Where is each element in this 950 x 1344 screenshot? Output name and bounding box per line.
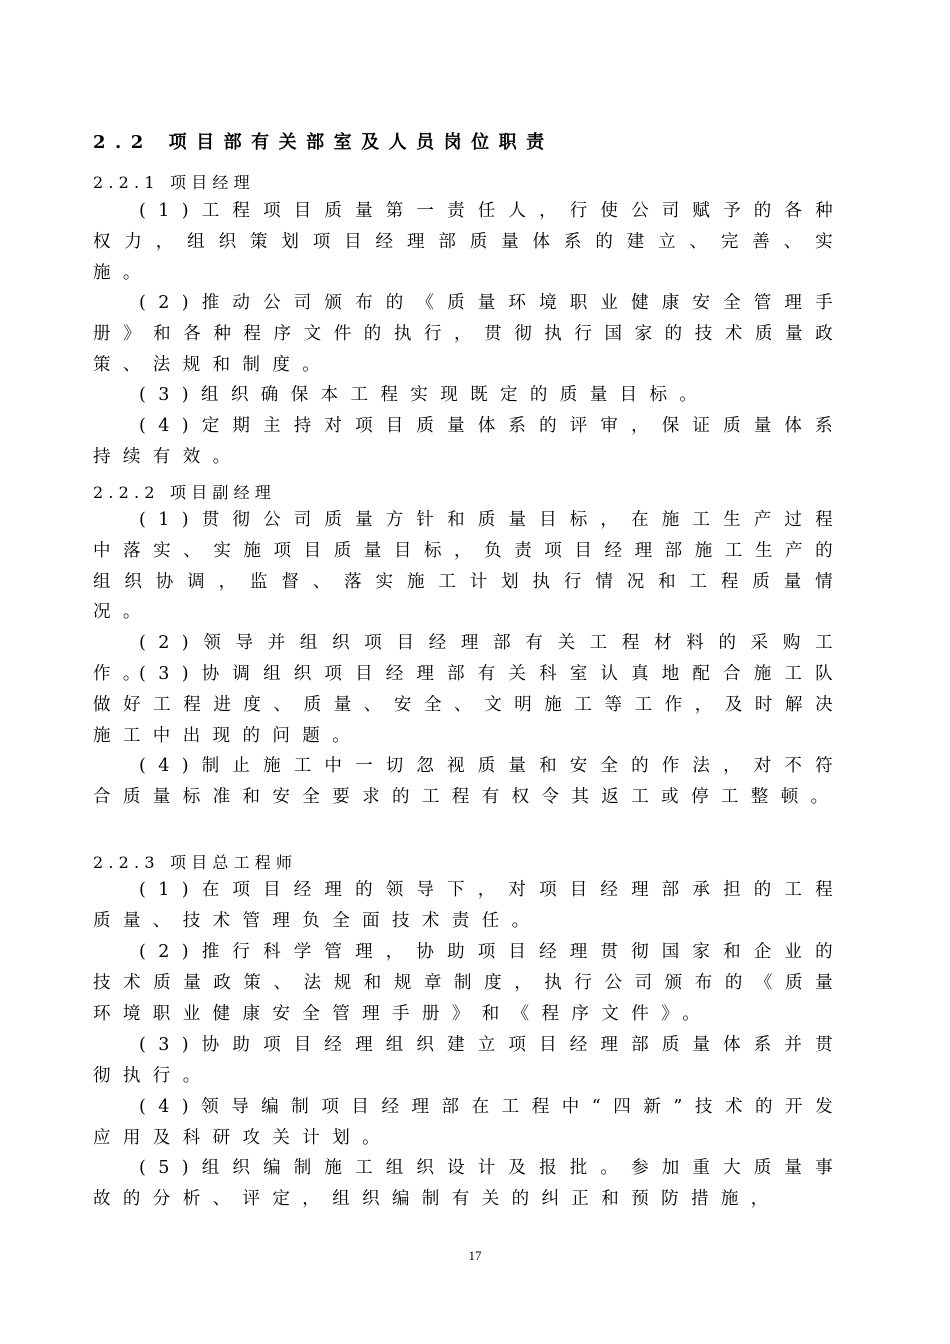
- paragraph: (4)定期主持对项目质量体系的评审，保证质量体系持续有效。: [93, 416, 845, 467]
- paragraph: (3)组织确保本工程实现既定的质量目标。: [139, 385, 710, 405]
- paragraph: (2)推行科学管理，协助项目经理贯彻国家和企业的技术质量政策、法规和规章制度，执行公司颁布的《质量环境职业健康安全管理手册》和《程序文件》。: [93, 942, 845, 1024]
- paragraph: (1)在项目经理的领导下，对项目经理部承担的工程质量、技术管理负全面技术责任。: [93, 880, 845, 931]
- subsection-heading-deputy-manager: 2.2.2 项目副经理: [93, 483, 276, 502]
- paragraph: (3)协助项目经理组织建立项目经理部质量体系并贯彻执行。: [93, 1035, 845, 1086]
- paragraph: (2)领导并组织项目经理部有关工程材料的采购工作。: [93, 633, 845, 684]
- subsection-heading-project-manager: 2.2.1 项目经理: [93, 173, 255, 192]
- section-heading: 2.2 项目部有关部室及人员岗位职责: [93, 132, 554, 153]
- paragraph: (1)贯彻公司质量方针和质量目标，在施工生产过程中落实、实施项目质量目标，负责项目经理部施工生产的组织协调，监督、落实施工计划执行情况和工程质量情况。: [93, 510, 845, 623]
- paragraph: (4)制止施工中一切忽视质量和安全的作法，对不符合质量标准和安全要求的工程有权令其返工或停工整顿。: [93, 756, 845, 807]
- paragraph: (4)领导编制项目经理部在工程中“四新”技术的开发应用及科研攻关计划。: [93, 1097, 845, 1148]
- page-number: 17: [468, 1248, 482, 1263]
- paragraph: (1)工程项目质量第一责任人，行使公司赋予的各种权力，组织策划项目经理部质量体系的建立、完善、实施。: [93, 201, 845, 283]
- paragraph: (3)协调组织项目经理部有关科室认真地配合施工队做好工程进度、质量、安全、文明施工等工作，及时解决施工中出现的问题。: [93, 664, 845, 746]
- subsection-heading-chief-engineer: 2.2.3 项目总工程师: [93, 853, 298, 872]
- paragraph: (2)推动公司颁布的《质量环境职业健康安全管理手册》和各种程序文件的执行，贯彻执行国家的技术质量政策、法规和制度。: [93, 293, 845, 375]
- paragraph: (5)组织编制施工组织设计及报批。参加重大质量事故的分析、评定，组织编制有关的纠正和预防措施，: [93, 1158, 845, 1209]
